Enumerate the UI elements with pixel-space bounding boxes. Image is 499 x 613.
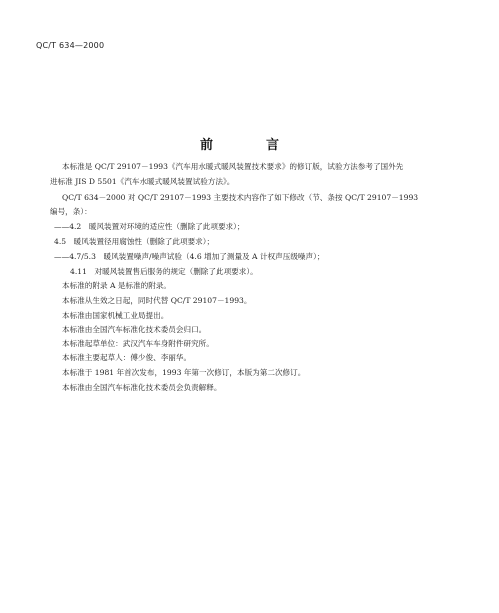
proposed-by-statement: 本标准由国家机械工业局提出。 (62, 311, 169, 320)
standard-number: QC/T 634—2000 (36, 41, 105, 50)
drafters-statement: 本标准主要起草人：傅少俊、李丽华。 (62, 353, 192, 362)
appendix-statement: 本标准的附录 A 是标准的附录。 (62, 281, 172, 290)
changes-paragraph-line-1: QC/T 634－2000 对 QC/T 29107－1993 主要技术内容作了如下修改（节、条按 QC/T 29107－1993 (62, 193, 419, 202)
page-title: 前 言 (199, 138, 299, 153)
change-item-4: 4.11 对暖风装置售后服务的规定（删除了此项要求）。 (70, 267, 258, 276)
history-statement: 本标准于 1981 年首次发布，1993 年第一次修订，本版为第二次修订。 (62, 368, 306, 377)
intro-paragraph-line-2: 进标准 JIS D 5501《汽车水暖式暖风装置试验方法》。 (50, 177, 235, 186)
change-item-3: ——4.7/5.3 暖风装置噪声/噪声试验（4.6 增加了测量及 A 计权声压级噪声）； (54, 252, 325, 261)
change-item-2: 4.5 暖风装置径用腐蚀性（删除了此项要求）； (54, 237, 215, 246)
change-item-1: ——4.2 暖风装置对环境的适应性（删除了此项要求）； (54, 222, 245, 231)
intro-paragraph-line-1: 本标准是 QC/T 29107－1993《汽车用水暖式暖风装置技术要求》的修订版，试验方法参考了国外先 (62, 162, 404, 171)
drafting-unit-statement: 本标准起草单位：武汉汽车车身附件研究所。 (62, 339, 214, 348)
changes-paragraph-line-2: 编号，条）： (50, 207, 92, 216)
managed-by-statement: 本标准由全国汽车标准化技术委员会归口。 (62, 325, 207, 334)
effective-statement: 本标准从生效之日起，同时代替 QC/T 29107－1993。 (62, 296, 252, 305)
interpretation-statement: 本标准由全国汽车标准化技术委员会负责解释。 (62, 383, 222, 392)
